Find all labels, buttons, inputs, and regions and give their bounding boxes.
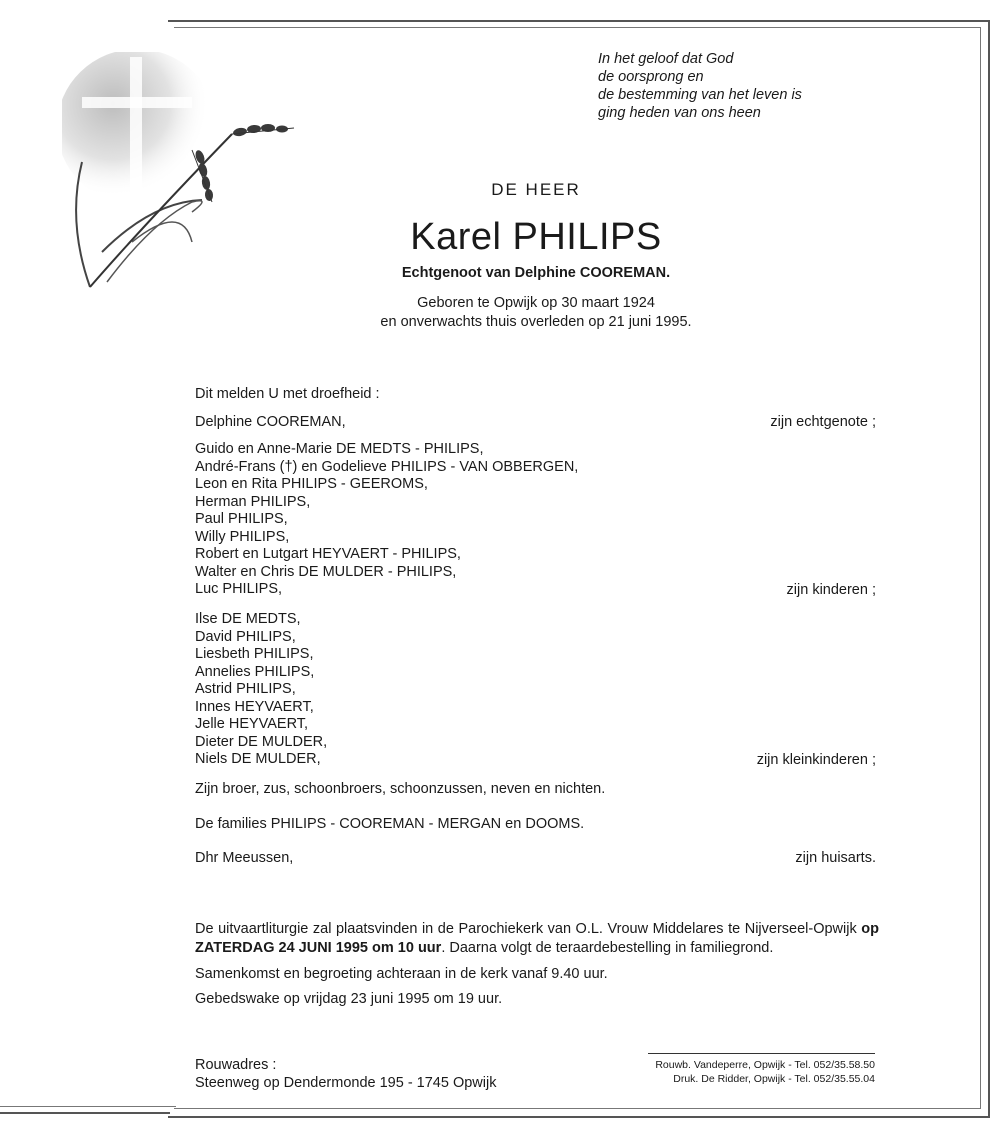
opening-quote [598, 50, 802, 122]
quote-line: In het geloof dat God [598, 51, 734, 67]
children-role: zijn kinderen ; [786, 582, 876, 598]
children-list [195, 441, 578, 599]
frame-bottom-left [0, 1112, 170, 1114]
quote-line: ging heden van ons heen [598, 105, 761, 121]
list-item: Robert en Lutgart HEYVAERT - PHILIPS, [195, 546, 461, 562]
list-item: Annelies PHILIPS, [195, 663, 315, 680]
list-item: Willy PHILIPS, [195, 528, 290, 545]
died-line: en onverwachts thuis overleden op 21 juni 1995. [380, 314, 692, 330]
birth-death-info [0, 294, 1000, 332]
list-item: Jelle HEYVAERT, [195, 716, 309, 732]
deceased-name: Karel PHILIPS [410, 216, 662, 258]
quote-line: de oorsprong en [598, 69, 704, 85]
list-item: Astrid PHILIPS, [195, 681, 296, 697]
list-item: Innes HEYVAERT, [195, 698, 314, 715]
address-label: Rouwadres : [195, 1057, 277, 1073]
liturgy-text-end: . Daarna volgt de teraardebestelling in familiegrond. [441, 940, 774, 956]
spouse-line: Echtgenoot van Delphine COOREMAN. [401, 265, 671, 281]
grandchildren-role: zijn kleinkinderen ; [756, 752, 876, 768]
families-line: De families PHILIPS - COOREMAN - MERGAN en DOOMS. [195, 816, 585, 832]
list-item: David PHILIPS, [195, 628, 296, 645]
list-item: Paul PHILIPS, [195, 511, 288, 527]
frame-bottom-left-inner [0, 1106, 176, 1107]
wake-line: Gebedswake op vrijdag 23 juni 1995 om 19 uur. [195, 991, 503, 1007]
intro-line: Dit melden U met droefheid : [195, 386, 380, 402]
doctor-role: zijn huisarts. [795, 850, 876, 866]
liturgy-paragraph [195, 920, 879, 958]
gathering-line: Samenkomst en begroeting achteraan in de kerk vanaf 9.40 uur. [195, 966, 608, 982]
list-item: Ilse DE MEDTS, [195, 611, 301, 627]
printer-credits [655, 1058, 875, 1086]
printer-divider [648, 1053, 875, 1054]
relatives-line: Zijn broer, zus, schoonbroers, schoonzussen, neven en nichten. [195, 781, 606, 797]
born-line: Geboren te Opwijk op 30 maart 1924 [417, 295, 655, 311]
printer-line: Rouwb. Vandeperre, Opwijk - Tel. 052/35.58.50 [655, 1059, 875, 1071]
liturgy-date: op ZATERDAG 24 JUNI 1995 om 10 uur [195, 921, 879, 956]
list-item: Liesbeth PHILIPS, [195, 646, 314, 662]
spouse-entry-name: Delphine COOREMAN, [195, 414, 346, 430]
list-item: André-Frans (†) en Godelieve PHILIPS - VAN OBBERGEN, [195, 458, 579, 475]
address-block [195, 1056, 496, 1092]
quote-line: de bestemming van het leven is [598, 87, 802, 103]
grandchildren-list [195, 611, 327, 769]
list-item: Leon en Rita PHILIPS - GEEROMS, [195, 476, 428, 492]
printer-line: Druk. De Ridder, Opwijk - Tel. 052/35.55.04 [673, 1073, 875, 1085]
honorific: DE HEER [491, 180, 581, 199]
list-item: Guido en Anne-Marie DE MEDTS - PHILIPS, [195, 441, 484, 457]
list-item: Herman PHILIPS, [195, 493, 311, 510]
spouse-entry-role: zijn echtgenote ; [770, 414, 876, 430]
address-value: Steenweg op Dendermonde 195 - 1745 Opwijk [195, 1075, 497, 1091]
list-item: Luc PHILIPS, [195, 581, 283, 597]
list-item: Walter en Chris DE MULDER - PHILIPS, [195, 563, 457, 580]
liturgy-text: De uitvaartliturgie zal plaatsvinden in de Parochiekerk van O.L. Vrouw Middelares te Nijverseel-Opwijk [195, 921, 862, 937]
list-item: Niels DE MULDER, [195, 751, 321, 767]
list-item: Dieter DE MULDER, [195, 733, 328, 750]
doctor-name: Dhr Meeussen, [195, 850, 294, 866]
